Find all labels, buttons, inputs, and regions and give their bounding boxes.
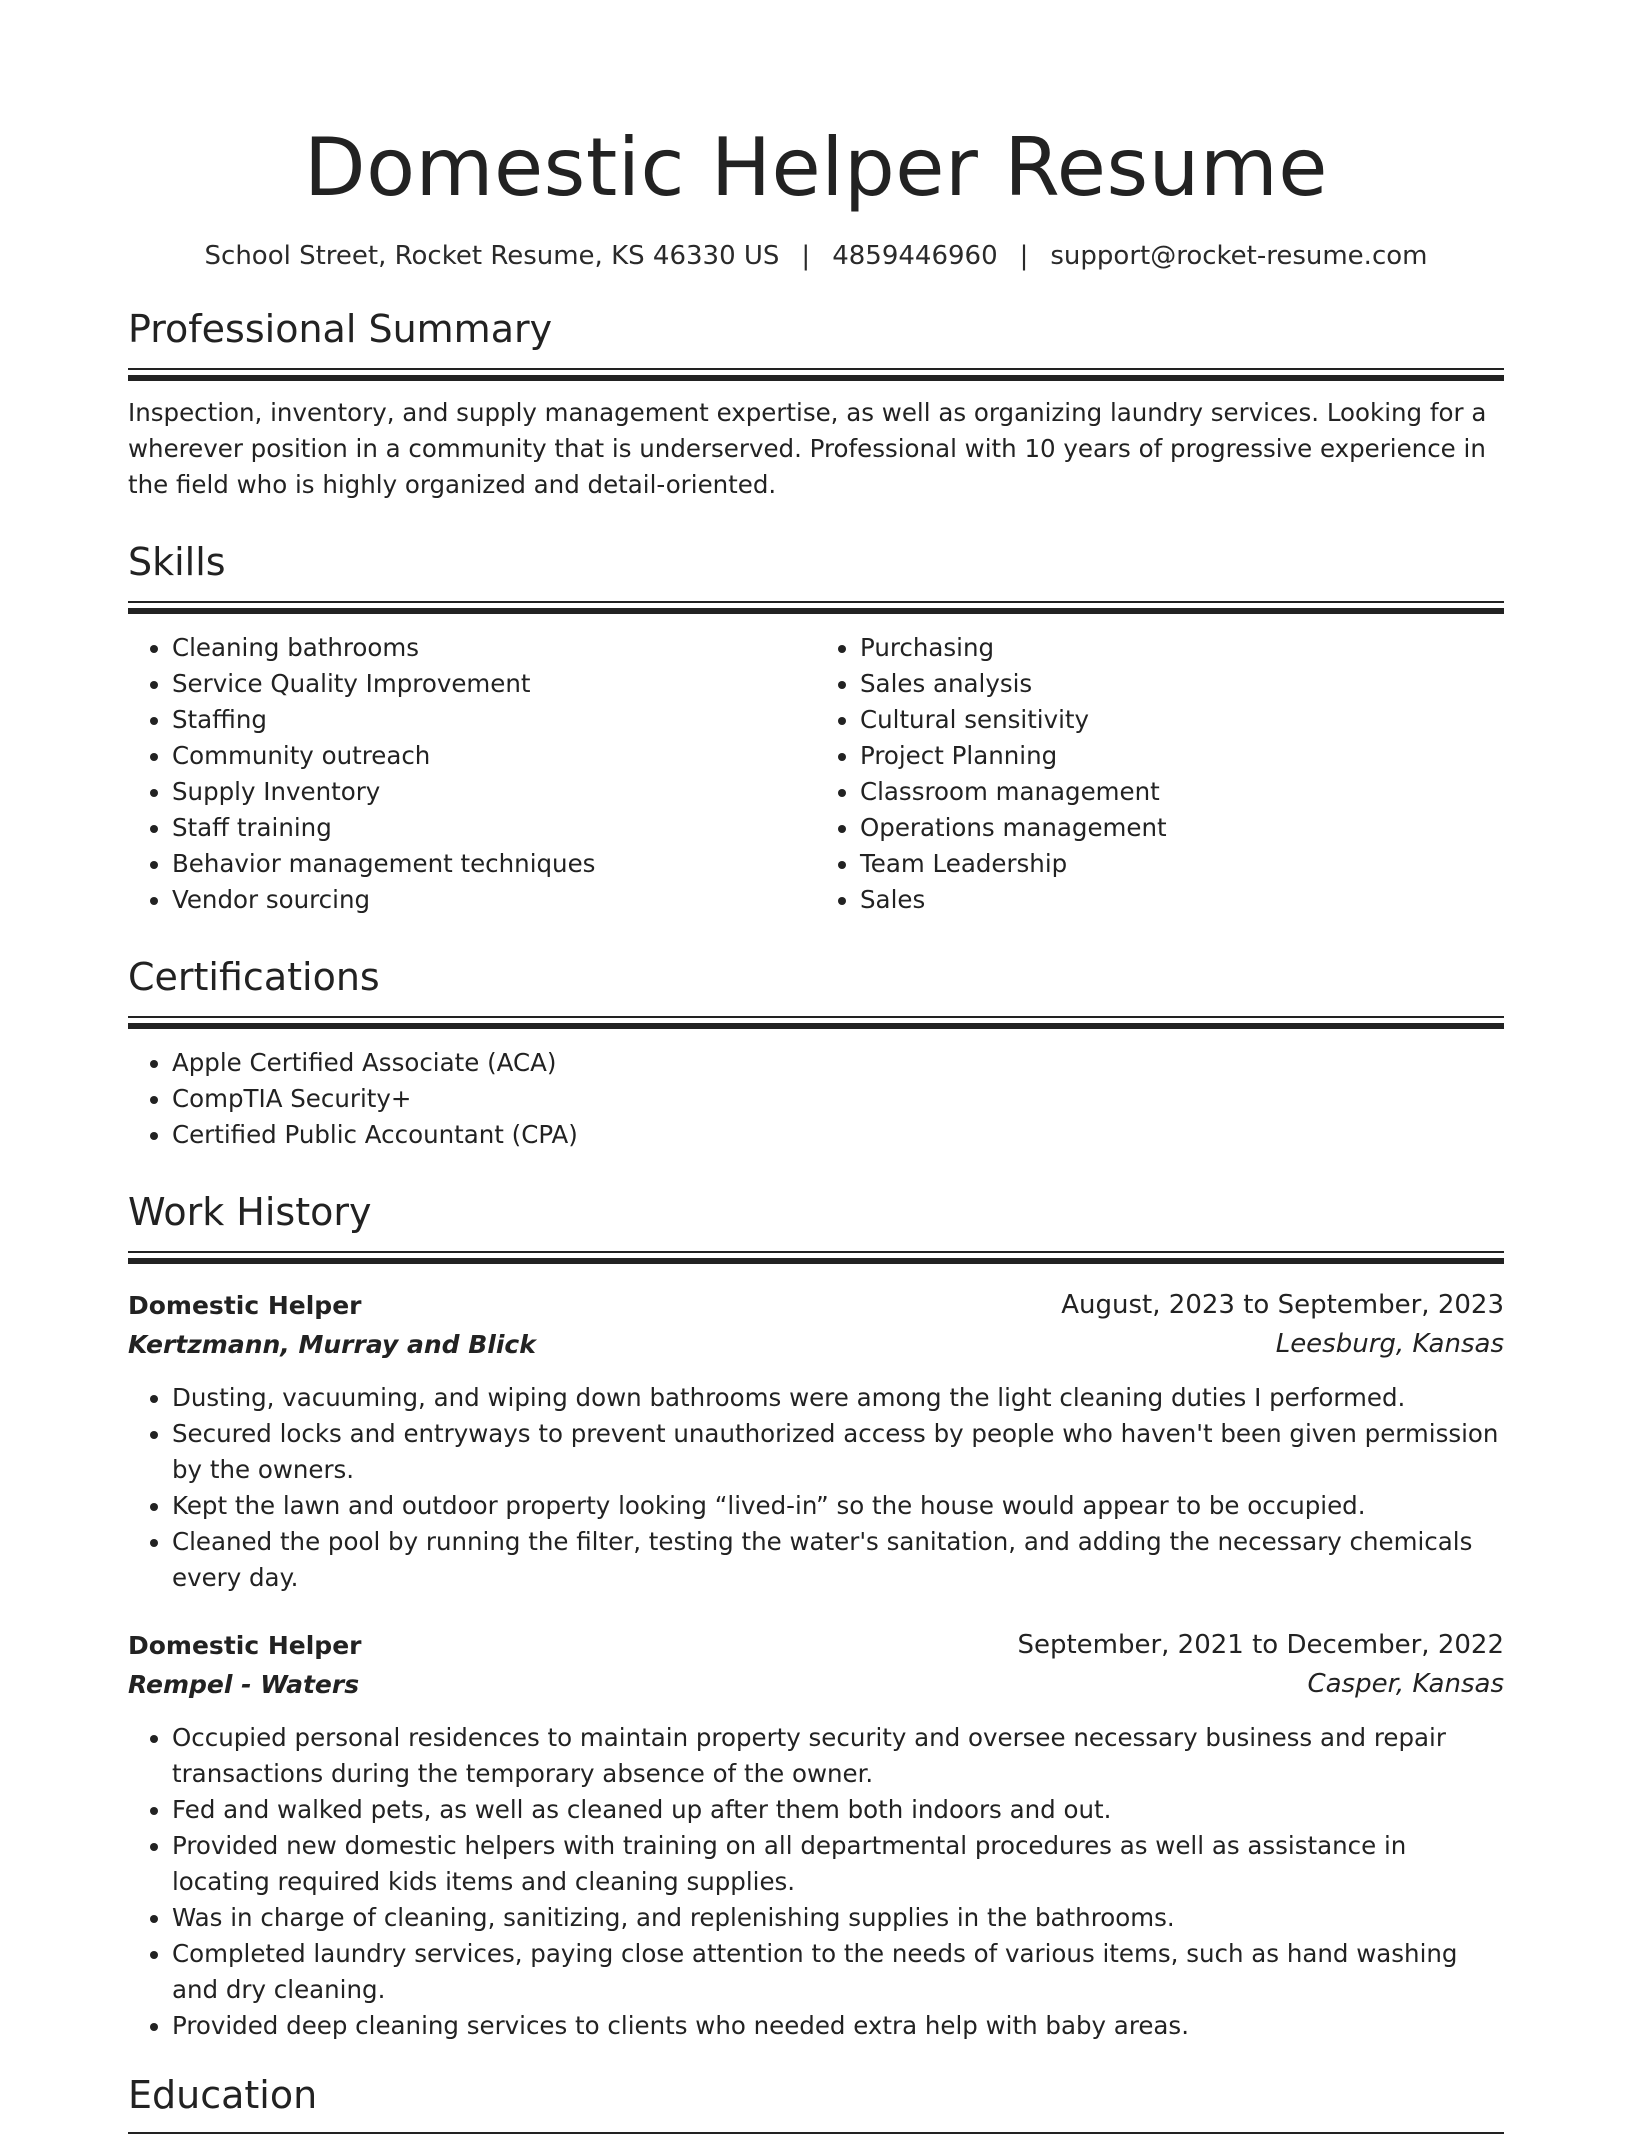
section-divider [128,1016,1504,1029]
phone: 4859446960 [832,241,998,271]
address: School Street, Rocket Resume, KS 46330 US [204,241,780,271]
section-divider [128,368,1504,381]
skill-item: • Team Leadership [860,846,1504,882]
skill-item: • Cultural sensitivity [860,702,1504,738]
job-company: Rempel - Waters [128,1670,360,1699]
skills-columns [128,630,1504,918]
certifications-list [128,1045,1504,1153]
summary-text: Inspection, inventory, and supply management expertise, as well as organizing laundry services. Looking for a wherever position in a community that is underserved. Professional with 10 years of progressive experience in the field who is highly organized and detail-oriented. [128,398,1487,499]
job-bullets [128,1380,1504,1596]
job-bullet: • Kept the lawn and outdoor property looking “lived-in” so the house would appear to be occupied. [172,1488,1504,1524]
skill-item: • Vendor sourcing [172,882,816,918]
certifications-section [128,952,1504,1153]
skill-item: • Service Quality Improvement [172,666,816,702]
job-location: Leesburg, Kansas [1275,1329,1504,1359]
section-divider [128,1251,1504,1264]
section-heading: Education [128,2073,318,2117]
skill-item: • Staff training [172,810,816,846]
job-subheader-row [128,1665,1504,1704]
job-bullets [128,1720,1504,2044]
job-entry [128,1286,1504,1596]
skill-item: • Behavior management techniques [172,846,816,882]
job-header-row [128,1626,1504,1665]
job-dates: September, 2021 to December, 2022 [1017,1630,1504,1660]
job-bullet: • Provided new domestic helpers with training on all departmental procedures as well as assistance in locating required kids items and cleaning supplies. [172,1828,1504,1900]
skill-item: • Cleaning bathrooms [172,630,816,666]
job-title: Domestic Helper [128,1631,362,1660]
contact-line [128,238,1504,274]
job-subheader-row [128,1325,1504,1364]
resume-page [128,0,1504,2134]
section-heading: Certifications [128,955,380,999]
job-bullet: • Secured locks and entryways to prevent unauthorized access by people who haven't been given permission by the owners. [172,1416,1504,1488]
skill-item: • Community outreach [172,738,816,774]
job-header-row [128,1286,1504,1325]
job-title: Domestic Helper [128,1291,362,1320]
job-bullet: • Completed laundry services, paying close attention to the needs of various items, such as hand washing and dry cleaning. [172,1936,1504,2008]
contact-separator: | [1019,241,1029,271]
certification-item: • CompTIA Security+ [172,1081,1504,1117]
summary-section [128,304,1504,503]
job-bullet: • Cleaned the pool by running the filter, testing the water's sanitation, and adding the necessary chemicals every day. [172,1524,1504,1596]
job-bullet: • Fed and walked pets, as well as cleaned up after them both indoors and out. [172,1792,1504,1828]
section-heading: Work History [128,1190,372,1234]
education-section [128,2070,1504,2134]
skill-item: • Operations management [860,810,1504,846]
skills-section [128,537,1504,918]
section-heading: Professional Summary [128,307,553,351]
job-location: Casper, Kansas [1307,1669,1504,1699]
skill-item: • Sales analysis [860,666,1504,702]
job-bullet: • Occupied personal residences to maintain property security and oversee necessary business and repair transactions during the temporary absence of the owner. [172,1720,1504,1792]
job-company: Kertzmann, Murray and Blick [128,1330,536,1359]
email: support@rocket-resume.com [1050,241,1428,271]
work-history-section [128,1187,1504,2044]
job-bullet: • Provided deep cleaning services to clients who needed extra help with baby areas. [172,2008,1504,2044]
skill-item: • Classroom management [860,774,1504,810]
skill-item: • Supply Inventory [172,774,816,810]
skills-left-list [128,630,816,918]
contact-separator: | [801,241,811,271]
section-heading: Skills [128,540,226,584]
skills-right-list [816,630,1504,918]
job-bullet: • Dusting, vacuuming, and wiping down bathrooms were among the light cleaning duties I performed. [172,1380,1504,1416]
section-divider [128,601,1504,614]
resume-title: Domestic Helper Resume [303,121,1329,214]
job-bullet: • Was in charge of cleaning, sanitizing, and replenishing supplies in the bathrooms. [172,1900,1504,1936]
job-dates: August, 2023 to September, 2023 [1061,1290,1504,1320]
skill-item: • Sales [860,882,1504,918]
job-entry [128,1626,1504,2044]
skill-item: • Project Planning [860,738,1504,774]
certification-item: • Certified Public Accountant (CPA) [172,1117,1504,1153]
skill-item: • Purchasing [860,630,1504,666]
skill-item: • Staffing [172,702,816,738]
certification-item: • Apple Certified Associate (ACA) [172,1045,1504,1081]
